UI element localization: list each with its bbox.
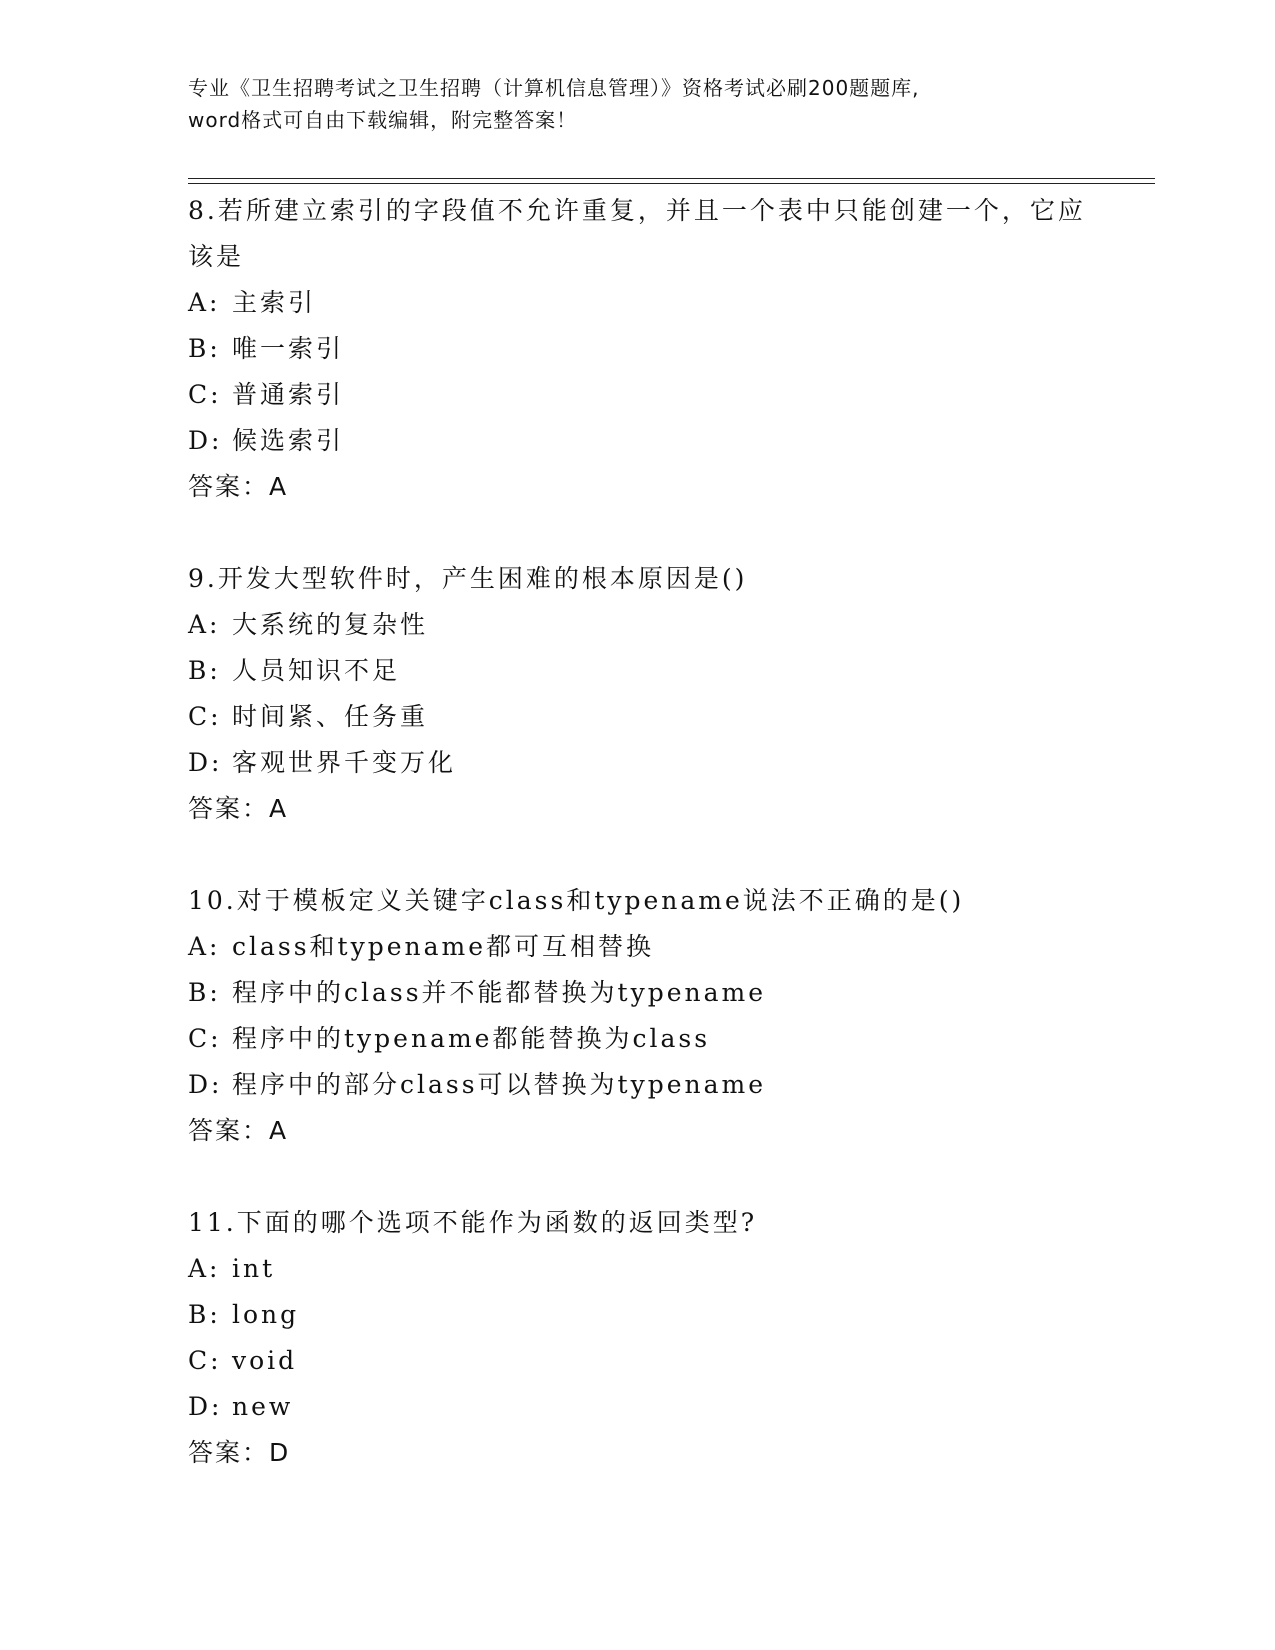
- option-a: [188, 1246, 1088, 1292]
- option-text: 主索引: [232, 288, 317, 317]
- header-title-line-1: 专业《卫生招聘考试之卫生招聘（计算机信息管理）》资格考试必刷200题题库,: [188, 76, 920, 100]
- option-a: [188, 924, 1088, 970]
- option-text: 普通索引: [232, 380, 345, 409]
- option-text: new: [232, 1392, 294, 1421]
- option-b: [188, 326, 1088, 372]
- option-text: 程序中的class并不能都替换为typename: [232, 978, 767, 1007]
- option-letter: A:: [188, 610, 221, 639]
- document-header: [188, 72, 1088, 136]
- question-stem: 8.若所建立索引的字段值不允许重复，并且一个表中只能创建一个，它应该是: [188, 196, 1086, 271]
- option-c: [188, 1338, 1088, 1384]
- option-c: [188, 1016, 1088, 1062]
- option-text: 客观世界千变万化: [232, 748, 457, 777]
- option-letter: C:: [188, 380, 222, 409]
- option-text: 唯一索引: [232, 334, 345, 363]
- option-text: 候选索引: [232, 426, 345, 455]
- question-8: [188, 188, 1088, 510]
- option-text: void: [232, 1346, 298, 1375]
- option-d: [188, 1384, 1088, 1430]
- option-text: int: [232, 1254, 276, 1283]
- option-text: 程序中的typename都能替换为class: [232, 1024, 711, 1053]
- question-stem: 11.下面的哪个选项不能作为函数的返回类型?: [188, 1208, 758, 1237]
- option-text: class和typename都可互相替换: [232, 932, 655, 961]
- option-text: long: [232, 1300, 300, 1329]
- option-letter: D:: [188, 1070, 223, 1099]
- header-divider-bottom: [188, 183, 1155, 184]
- option-b: [188, 648, 1088, 694]
- answer-line: 答案：A: [188, 794, 289, 823]
- option-text: 时间紧、任务重: [232, 702, 429, 731]
- option-letter: A:: [188, 288, 221, 317]
- option-letter: D:: [188, 1392, 223, 1421]
- answer-line: 答案：D: [188, 1438, 291, 1467]
- header-title-line-2: word格式可自由下载编辑，附完整答案！: [188, 108, 578, 132]
- option-a: [188, 280, 1088, 326]
- question-list: [188, 188, 1088, 1522]
- option-letter: C:: [188, 1024, 222, 1053]
- option-letter: B:: [188, 978, 221, 1007]
- question-9: [188, 556, 1088, 832]
- option-d: [188, 418, 1088, 464]
- option-b: [188, 1292, 1088, 1338]
- answer-line: 答案：A: [188, 472, 289, 501]
- option-text: 大系统的复杂性: [232, 610, 429, 639]
- question-stem: 9.开发大型软件时，产生困难的根本原因是(): [188, 564, 748, 593]
- option-c: [188, 372, 1088, 418]
- option-b: [188, 970, 1088, 1016]
- option-letter: D:: [188, 426, 223, 455]
- option-letter: A:: [188, 932, 221, 961]
- header-divider-top: [188, 178, 1155, 179]
- option-letter: C:: [188, 1346, 222, 1375]
- option-c: [188, 694, 1088, 740]
- question-stem: 10.对于模板定义关键字class和typename说法不正确的是(): [188, 886, 965, 915]
- option-letter: B:: [188, 334, 221, 363]
- option-letter: A:: [188, 1254, 221, 1283]
- option-letter: B:: [188, 1300, 221, 1329]
- option-text: 程序中的部分class可以替换为typename: [232, 1070, 767, 1099]
- answer-line: 答案：A: [188, 1116, 289, 1145]
- option-text: 人员知识不足: [232, 656, 401, 685]
- option-letter: B:: [188, 656, 221, 685]
- question-10: [188, 878, 1088, 1154]
- option-letter: C:: [188, 702, 222, 731]
- option-d: [188, 740, 1088, 786]
- option-d: [188, 1062, 1088, 1108]
- option-letter: D:: [188, 748, 223, 777]
- option-a: [188, 602, 1088, 648]
- question-11: [188, 1200, 1088, 1476]
